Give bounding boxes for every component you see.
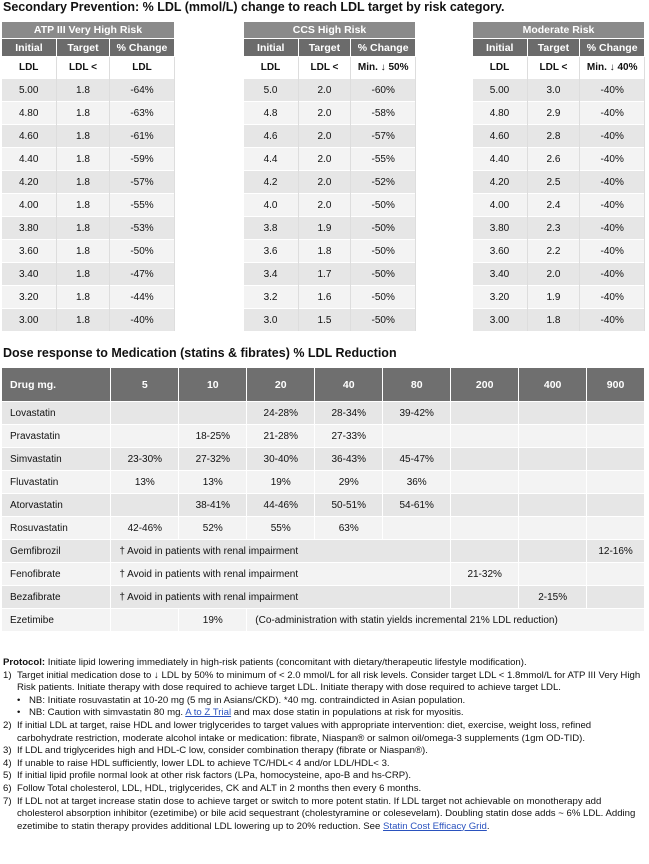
drug-name: Lovastatin — [2, 402, 111, 425]
dose-cell — [451, 448, 519, 471]
protocol-item — [3, 796, 643, 834]
dose-response-table — [1, 367, 645, 632]
table-row — [2, 309, 175, 332]
drug-row — [2, 425, 645, 448]
table-row — [244, 125, 416, 148]
table-cell: -61% — [110, 125, 175, 148]
drug-row — [2, 517, 645, 540]
table-row — [473, 217, 645, 240]
protocol-item — [3, 783, 643, 796]
protocol-label: Protocol: — [3, 657, 46, 668]
table-row — [473, 194, 645, 217]
table-cell: 3.20 — [473, 286, 528, 309]
drug-name: Ezetimibe — [2, 609, 111, 632]
table-cell: 1.8 — [56, 125, 109, 148]
column-header: Target — [56, 39, 109, 57]
page-title: Secondary Prevention: % LDL (mmol/L) change to reach LDL target by risk category. — [3, 0, 505, 14]
unit-label: LDL — [244, 57, 299, 79]
dose-cell: 19% — [247, 471, 315, 494]
protocol-notes — [3, 657, 643, 833]
drug-row — [2, 563, 645, 586]
table-cell: 3.80 — [473, 217, 528, 240]
protocol-subitem — [3, 707, 643, 720]
dose-cell: 44-46% — [247, 494, 315, 517]
table-row — [473, 286, 645, 309]
table-cell: 2.2 — [527, 240, 580, 263]
dose-cell: 18-25% — [179, 425, 247, 448]
table-cell: 1.8 — [56, 309, 109, 332]
table-cell: 4.6 — [244, 125, 299, 148]
table-row — [473, 240, 645, 263]
table-cell: -40% — [580, 194, 645, 217]
table-row — [2, 263, 175, 286]
item-number: 2) — [3, 719, 12, 731]
table-cell: -40% — [580, 309, 645, 332]
column-header: % Change — [580, 39, 645, 57]
dose-column-header: 10 — [179, 368, 247, 402]
column-header: % Change — [351, 39, 416, 57]
table-cell: 4.20 — [2, 171, 57, 194]
table-cell: 4.60 — [2, 125, 57, 148]
table-cell: -55% — [110, 194, 175, 217]
item-text-body: If LDL not at target increase statin dose to achieve target or switch to more potent statin. If LDL target not achievable on monotherapy add cholesterol absorption inhibitor (ezetimibe) or bile acid sequestrant (cholestyramine or colesevelam). Doubling statin dose adds ~ 6% LDL. Adding ezetimibe to statin therapy provides additional LDL lowering up to 20% reduction. See — [17, 795, 636, 832]
protocol-item — [3, 670, 643, 695]
item-number: 4) — [3, 757, 12, 769]
table-row — [244, 309, 416, 332]
dose-cell: 21-28% — [247, 425, 315, 448]
dose-column-header: 200 — [451, 368, 519, 402]
table-cell: 1.8 — [56, 194, 109, 217]
table-row — [473, 102, 645, 125]
drug-name: Fenofibrate — [2, 563, 111, 586]
table-row — [244, 240, 416, 263]
dose-cell — [587, 586, 645, 609]
dose-cell: 63% — [315, 517, 383, 540]
dose-cell — [451, 471, 519, 494]
item-text — [17, 720, 643, 745]
dose-cell — [451, 586, 519, 609]
moderate-heading: Moderate Risk — [473, 22, 645, 39]
item-text-tail: and max dose statin in populations at risk for myositis. — [231, 707, 464, 719]
table-cell: 2.6 — [527, 148, 580, 171]
item-number: 5) — [3, 770, 12, 782]
protocol-item — [3, 745, 643, 758]
bullet: • — [17, 694, 21, 706]
drug-row — [2, 471, 645, 494]
dose-cell — [587, 402, 645, 425]
table-cell: 4.80 — [473, 102, 528, 125]
table-row — [2, 148, 175, 171]
item-text-body: Target initial medication dose to ↓ LDL by 50% to minimum of < 2.0 mmol/L for all risk levels. Consider target LDL < 1.8mmol/L for ATP III Very High Risk patients. Initiate therapy with dose required to achieve target LDL. Initiate therapy with dose required to achieve target LDL. — [17, 669, 641, 694]
table-cell: -40% — [580, 79, 645, 102]
dose-cell: 2-15% — [519, 586, 587, 609]
atp-iii-risk-table — [1, 21, 175, 331]
table-cell: 3.6 — [244, 240, 299, 263]
table-cell: 1.9 — [527, 286, 580, 309]
table-cell: 4.40 — [473, 148, 528, 171]
dose-cell — [587, 425, 645, 448]
dose-column-header: 20 — [247, 368, 315, 402]
dose-cell — [451, 517, 519, 540]
item-text-body: Follow Total cholesterol, LDL, HDL, triglycerides, CK and ALT in 2 months then every 6 months. — [17, 782, 422, 794]
table-cell: -40% — [580, 148, 645, 171]
dose-column-header: 900 — [587, 368, 645, 402]
item-text-body: If unable to raise HDL sufficiently, lower LDL to achieve TC/HDL< 4 and/or LDL/HDL< 3. — [17, 757, 390, 769]
dose-cell — [111, 402, 179, 425]
dose-cell: 13% — [179, 471, 247, 494]
table-row — [2, 171, 175, 194]
table-row — [473, 148, 645, 171]
item-text-body: If initial LDL at target, raise HDL and lower triglycerides to target values with appropriate intervention: diet, exercise, weight loss, refined carbohydrate restriction, moderate alcohol intake or medication: fibrate, Niaspan® or salmon oil/omega-3 supplements (1gm OD-TID). — [17, 719, 592, 744]
unit-label: LDL < — [527, 57, 580, 79]
table-cell: 3.40 — [2, 263, 57, 286]
table-cell: 3.2 — [244, 286, 299, 309]
drug-row — [2, 540, 645, 563]
item-text — [17, 745, 428, 758]
dose-cell: 28-34% — [315, 402, 383, 425]
item-text — [29, 707, 464, 720]
dose-cell — [383, 517, 451, 540]
dose-cell: 39-42% — [383, 402, 451, 425]
table-cell: -40% — [580, 286, 645, 309]
dose-cell: 27-32% — [179, 448, 247, 471]
drug-name: Atorvastatin — [2, 494, 111, 517]
item-text-body: If LDL and triglycerides high and HDL-C low, consider combination therapy (fibrate or Niaspan®). — [17, 745, 428, 757]
table-cell: -40% — [110, 309, 175, 332]
table-cell: -64% — [110, 79, 175, 102]
item-text-body: If initial lipid profile normal look at other risk factors (LPa, homocysteine, apo-B and hs-CRP). — [17, 770, 412, 782]
table-cell: 1.8 — [527, 309, 580, 332]
table-row — [244, 286, 416, 309]
drug-row — [2, 402, 645, 425]
dose-cell — [519, 563, 587, 586]
table-cell: 4.0 — [244, 194, 299, 217]
dose-cell — [111, 609, 179, 632]
dose-cell: 54-61% — [383, 494, 451, 517]
table-cell: -40% — [580, 102, 645, 125]
table-cell: -40% — [580, 171, 645, 194]
table-cell: 2.0 — [298, 194, 351, 217]
table-cell: -40% — [580, 263, 645, 286]
table-cell: 1.8 — [56, 217, 109, 240]
table-row — [244, 79, 416, 102]
column-header: Target — [298, 39, 351, 57]
unit-label: LDL — [110, 57, 175, 79]
dose-cell: 23-30% — [111, 448, 179, 471]
table-cell: -52% — [351, 171, 416, 194]
table-cell: -50% — [351, 240, 416, 263]
drug-name: Pravastatin — [2, 425, 111, 448]
item-number: 7) — [3, 795, 12, 807]
column-header: Initial — [244, 39, 299, 57]
renal-note: † Avoid in patients with renal impairment — [111, 563, 451, 586]
table-cell: 3.40 — [473, 263, 528, 286]
protocol-intro — [3, 657, 643, 670]
dose-cell: 29% — [315, 471, 383, 494]
protocol-intro-text: Initiate lipid lowering immediately in high-risk patients (concomitant with dietary/therapeutic lifestyle modification). — [45, 657, 527, 668]
table-cell: 3.00 — [473, 309, 528, 332]
table-cell: -59% — [110, 148, 175, 171]
item-text — [17, 670, 643, 695]
item-text — [17, 770, 411, 783]
unit-label: LDL < — [298, 57, 351, 79]
unit-label: LDL — [473, 57, 528, 79]
table-row — [244, 194, 416, 217]
column-header: Initial — [473, 39, 528, 57]
moderate-risk-table — [472, 21, 645, 331]
table-cell: 4.80 — [2, 102, 57, 125]
table-cell: -57% — [351, 125, 416, 148]
dose-cell: 45-47% — [383, 448, 451, 471]
table-cell: 4.00 — [2, 194, 57, 217]
table-row — [244, 217, 416, 240]
bullet: • — [17, 707, 21, 719]
item-text-body: NB: Initiate rosuvastatin at 10-20 mg (5 mg in Asians/CKD). *40 mg. contraindicted in Asian population. — [29, 694, 466, 706]
dose-cell — [111, 425, 179, 448]
table-cell: 4.40 — [2, 148, 57, 171]
dose-cell: 30-40% — [247, 448, 315, 471]
table-cell: 1.8 — [56, 102, 109, 125]
table-cell: -40% — [580, 240, 645, 263]
item-text-body: NB: Caution with simvastatin 80 mg. — [29, 707, 186, 719]
table-cell: 4.4 — [244, 148, 299, 171]
table-cell: -40% — [580, 125, 645, 148]
table-row — [2, 125, 175, 148]
dose-cell — [451, 494, 519, 517]
table-cell: -50% — [351, 217, 416, 240]
table-cell: -50% — [351, 194, 416, 217]
drug-name: Gemfibrozil — [2, 540, 111, 563]
table-cell: 2.0 — [298, 171, 351, 194]
dose-cell — [519, 471, 587, 494]
dose-cell — [587, 448, 645, 471]
dose-column-header: 5 — [111, 368, 179, 402]
table-cell: 1.8 — [56, 79, 109, 102]
table-row — [473, 309, 645, 332]
table-row — [244, 148, 416, 171]
dose-cell: 38-41% — [179, 494, 247, 517]
table-row — [473, 263, 645, 286]
table-row — [2, 240, 175, 263]
reference-link[interactable]: A to Z Trial — [185, 707, 232, 719]
table-cell: 3.60 — [473, 240, 528, 263]
drug-row — [2, 494, 645, 517]
dose-column-header: 40 — [315, 368, 383, 402]
table-cell: 2.3 — [527, 217, 580, 240]
item-text — [17, 796, 643, 834]
table-cell: 4.60 — [473, 125, 528, 148]
dose-cell — [519, 494, 587, 517]
table-row — [244, 102, 416, 125]
table-row — [473, 79, 645, 102]
ezetimibe-note: (Co-administration with statin yields incremental 21% LDL reduction) — [247, 609, 645, 632]
item-text — [17, 758, 390, 771]
table-cell: 1.7 — [298, 263, 351, 286]
dose-cell — [451, 402, 519, 425]
dose-cell — [451, 540, 519, 563]
table-cell: 2.5 — [527, 171, 580, 194]
table-cell: 5.00 — [2, 79, 57, 102]
dose-cell: 36-43% — [315, 448, 383, 471]
table-cell: 1.9 — [298, 217, 351, 240]
column-header: Target — [527, 39, 580, 57]
table-cell: -50% — [110, 240, 175, 263]
item-number: 3) — [3, 745, 12, 757]
dose-cell: 52% — [179, 517, 247, 540]
drug-name: Bezafibrate — [2, 586, 111, 609]
item-number: 1) — [3, 669, 12, 681]
item-text — [29, 695, 465, 708]
dose-cell: 12-16% — [587, 540, 645, 563]
dose-cell — [587, 517, 645, 540]
table-cell: 4.8 — [244, 102, 299, 125]
dose-cell: 55% — [247, 517, 315, 540]
table-cell: 5.00 — [473, 79, 528, 102]
table-row — [473, 125, 645, 148]
renal-note: † Avoid in patients with renal impairment — [111, 540, 451, 563]
dose-column-header: 400 — [519, 368, 587, 402]
table-cell: 1.8 — [56, 240, 109, 263]
dose-cell — [587, 563, 645, 586]
dose-cell: 36% — [383, 471, 451, 494]
table-cell: 3.0 — [527, 79, 580, 102]
item-number: 6) — [3, 782, 12, 794]
drug-row — [2, 448, 645, 471]
dose-cell — [451, 425, 519, 448]
dose-cell — [519, 448, 587, 471]
dose-cell: 42-46% — [111, 517, 179, 540]
table-cell: -50% — [351, 309, 416, 332]
column-header: % Change — [110, 39, 175, 57]
item-text — [17, 783, 421, 796]
table-cell: 2.0 — [298, 79, 351, 102]
dose-cell — [383, 425, 451, 448]
dose-cell — [587, 494, 645, 517]
dose-cell — [519, 517, 587, 540]
table-row — [2, 194, 175, 217]
unit-label: Min. ↓ 40% — [580, 57, 645, 79]
table-cell: 2.4 — [527, 194, 580, 217]
table-cell: 2.0 — [298, 125, 351, 148]
table-cell: 4.2 — [244, 171, 299, 194]
unit-label: LDL < — [56, 57, 109, 79]
table-cell: 1.8 — [56, 171, 109, 194]
table-cell: 2.0 — [527, 263, 580, 286]
protocol-item — [3, 758, 643, 771]
table-cell: 1.6 — [298, 286, 351, 309]
table-row — [473, 171, 645, 194]
protocol-subitem — [3, 695, 643, 708]
table-cell: 3.8 — [244, 217, 299, 240]
drug-name: Fluvastatin — [2, 471, 111, 494]
table-row — [2, 102, 175, 125]
table-cell: -47% — [110, 263, 175, 286]
table-cell: -40% — [580, 217, 645, 240]
table-cell: 1.8 — [56, 148, 109, 171]
table-cell: -44% — [110, 286, 175, 309]
table-cell: 2.8 — [527, 125, 580, 148]
table-cell: 3.60 — [2, 240, 57, 263]
dose-cell: 13% — [111, 471, 179, 494]
item-text-tail: . — [486, 820, 490, 832]
unit-label: LDL — [2, 57, 57, 79]
protocol-item — [3, 770, 643, 783]
reference-link[interactable]: Statin Cost Efficacy Grid — [383, 820, 487, 832]
table-row — [244, 171, 416, 194]
dose-cell: 19% — [179, 609, 247, 632]
table-cell: 1.8 — [56, 286, 109, 309]
protocol-item — [3, 720, 643, 745]
table-cell: 3.20 — [2, 286, 57, 309]
dose-cell — [519, 402, 587, 425]
atp-heading: ATP III Very High Risk — [2, 22, 175, 39]
table-cell: 1.8 — [298, 240, 351, 263]
table-cell: 4.20 — [473, 171, 528, 194]
table-cell: 2.0 — [298, 148, 351, 171]
table-cell: -58% — [351, 102, 416, 125]
dose-column-header: 80 — [383, 368, 451, 402]
dose-cell: 21-32% — [451, 563, 519, 586]
dose-cell: 24-28% — [247, 402, 315, 425]
table-cell: -60% — [351, 79, 416, 102]
table-cell: 4.00 — [473, 194, 528, 217]
dose-cell — [519, 540, 587, 563]
ccs-heading: CCS High Risk — [244, 22, 416, 39]
renal-note: † Avoid in patients with renal impairment — [111, 586, 451, 609]
table-cell: 1.5 — [298, 309, 351, 332]
dose-column-header: Drug mg. — [2, 368, 111, 402]
dose-cell — [587, 471, 645, 494]
drug-name: Rosuvastatin — [2, 517, 111, 540]
unit-label: Min. ↓ 50% — [351, 57, 416, 79]
table-cell: -50% — [351, 286, 416, 309]
table-cell: 3.0 — [244, 309, 299, 332]
table-cell: -53% — [110, 217, 175, 240]
dose-cell — [179, 402, 247, 425]
table-cell: 1.8 — [56, 263, 109, 286]
column-header: Initial — [2, 39, 57, 57]
table-row — [244, 263, 416, 286]
dose-cell — [519, 425, 587, 448]
table-cell: 3.4 — [244, 263, 299, 286]
table-row — [2, 217, 175, 240]
table-cell: 2.0 — [298, 102, 351, 125]
table-cell: 3.80 — [2, 217, 57, 240]
table-row — [2, 286, 175, 309]
drug-row — [2, 609, 645, 632]
dose-cell — [111, 494, 179, 517]
table-cell: -50% — [351, 263, 416, 286]
table-cell: 2.9 — [527, 102, 580, 125]
ccs-high-risk-table — [243, 21, 416, 331]
table-cell: 3.00 — [2, 309, 57, 332]
dose-cell: 27-33% — [315, 425, 383, 448]
drug-row — [2, 586, 645, 609]
table-cell: 5.0 — [244, 79, 299, 102]
drug-name: Simvastatin — [2, 448, 111, 471]
table-cell: -55% — [351, 148, 416, 171]
table-cell: -57% — [110, 171, 175, 194]
table-cell: -63% — [110, 102, 175, 125]
table-row — [2, 79, 175, 102]
dose-response-title: Dose response to Medication (statins & fibrates) % LDL Reduction — [3, 346, 397, 360]
dose-cell: 50-51% — [315, 494, 383, 517]
